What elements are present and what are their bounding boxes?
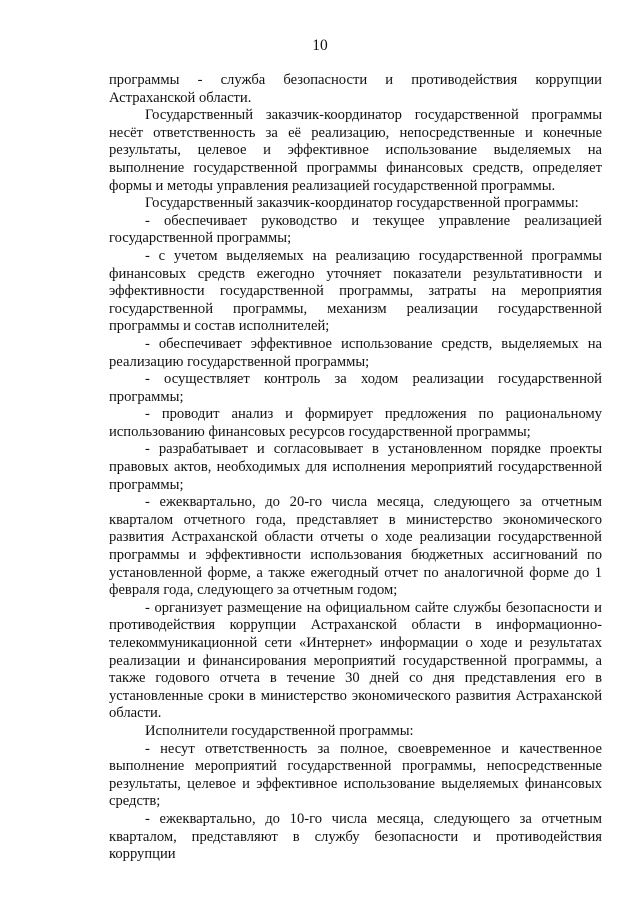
list-item-efficient-use: - обеспечивает эффективное использование средств, выделяемых на реализацию государственной программы; xyxy=(109,335,602,370)
list-item-website-publication: - организует размещение на официальном сайте службы безопасности и противодействия коррупции Астраханской области в информационно-телекоммуникационной сети «Интернет» информации о ходе и результатах реализации и финансирования мероприятий государственной программы, а также годового отчета в течение 30 дней со дня представления его в установленные сроки в министерство экономического развития Астраханской области. xyxy=(109,599,602,722)
list-item-indicators: - с учетом выделяемых на реализацию государственной программы финансовых средств ежегодно уточняет показатели результативности и эффективности государственной программы, затраты на мероприятия государственной программы, механизм реализации государственной программы и состав исполнителей; xyxy=(109,247,602,335)
page-number: 10 xyxy=(312,37,328,54)
list-item-legal-acts: - разрабатывает и согласовывает в установленном порядке проекты правовых актов, необходимых для исполнения мероприятий государственной программы; xyxy=(109,441,602,493)
paragraph-coordinator-heading: Государственный заказчик-координатор государственной программы: xyxy=(145,195,579,212)
document-body xyxy=(109,72,602,864)
list-item-executors-responsibility: - несут ответственность за полное, своевременное и качественное выполнение мероприятий государственной программы, непосредственные результаты, целевое и эффективное использование выделяемых финансовых средств; xyxy=(109,740,602,810)
paragraph-continuation: программы - служба безопасности и противодействия коррупции Астраханской области. xyxy=(109,72,602,106)
paragraph-responsibility: Государственный заказчик-координатор государственной программы несёт ответственность за её реализацию, непосредственные и конечные результаты, целевое и эффективное использование выделяемых на выполнение государственной программы финансовых средств, определяет формы и методы управления реализацией государственной программы. xyxy=(109,107,602,194)
list-item-executors-reports: - ежеквартально, до 10-го числа месяца, следующего за отчетным кварталом, представляют в службу безопасности и противодействия коррупции xyxy=(109,810,602,863)
list-item-control: - осуществляет контроль за ходом реализации государственной программы; xyxy=(109,371,602,405)
list-item-management: - обеспечивает руководство и текущее управление реализацией государственной программы; xyxy=(109,212,602,247)
paragraph-executors-heading: Исполнители государственной программы: xyxy=(145,722,414,739)
list-item-analysis: - проводит анализ и формирует предложения по рациональному использованию финансовых ресурсов государственной программы; xyxy=(109,406,602,440)
list-item-quarterly-reports: - ежеквартально, до 20-го числа месяца, следующего за отчетным кварталом отчетного года, представляет в министерство экономического развития Астраханской области отчеты о ходе реализации государственной программы и эффективности использования бюджетных ассигнований по установленной форме, а также ежегодный отчет по аналогичной форме до 1 февраля года, следующего за отчетным годом; xyxy=(109,494,602,599)
